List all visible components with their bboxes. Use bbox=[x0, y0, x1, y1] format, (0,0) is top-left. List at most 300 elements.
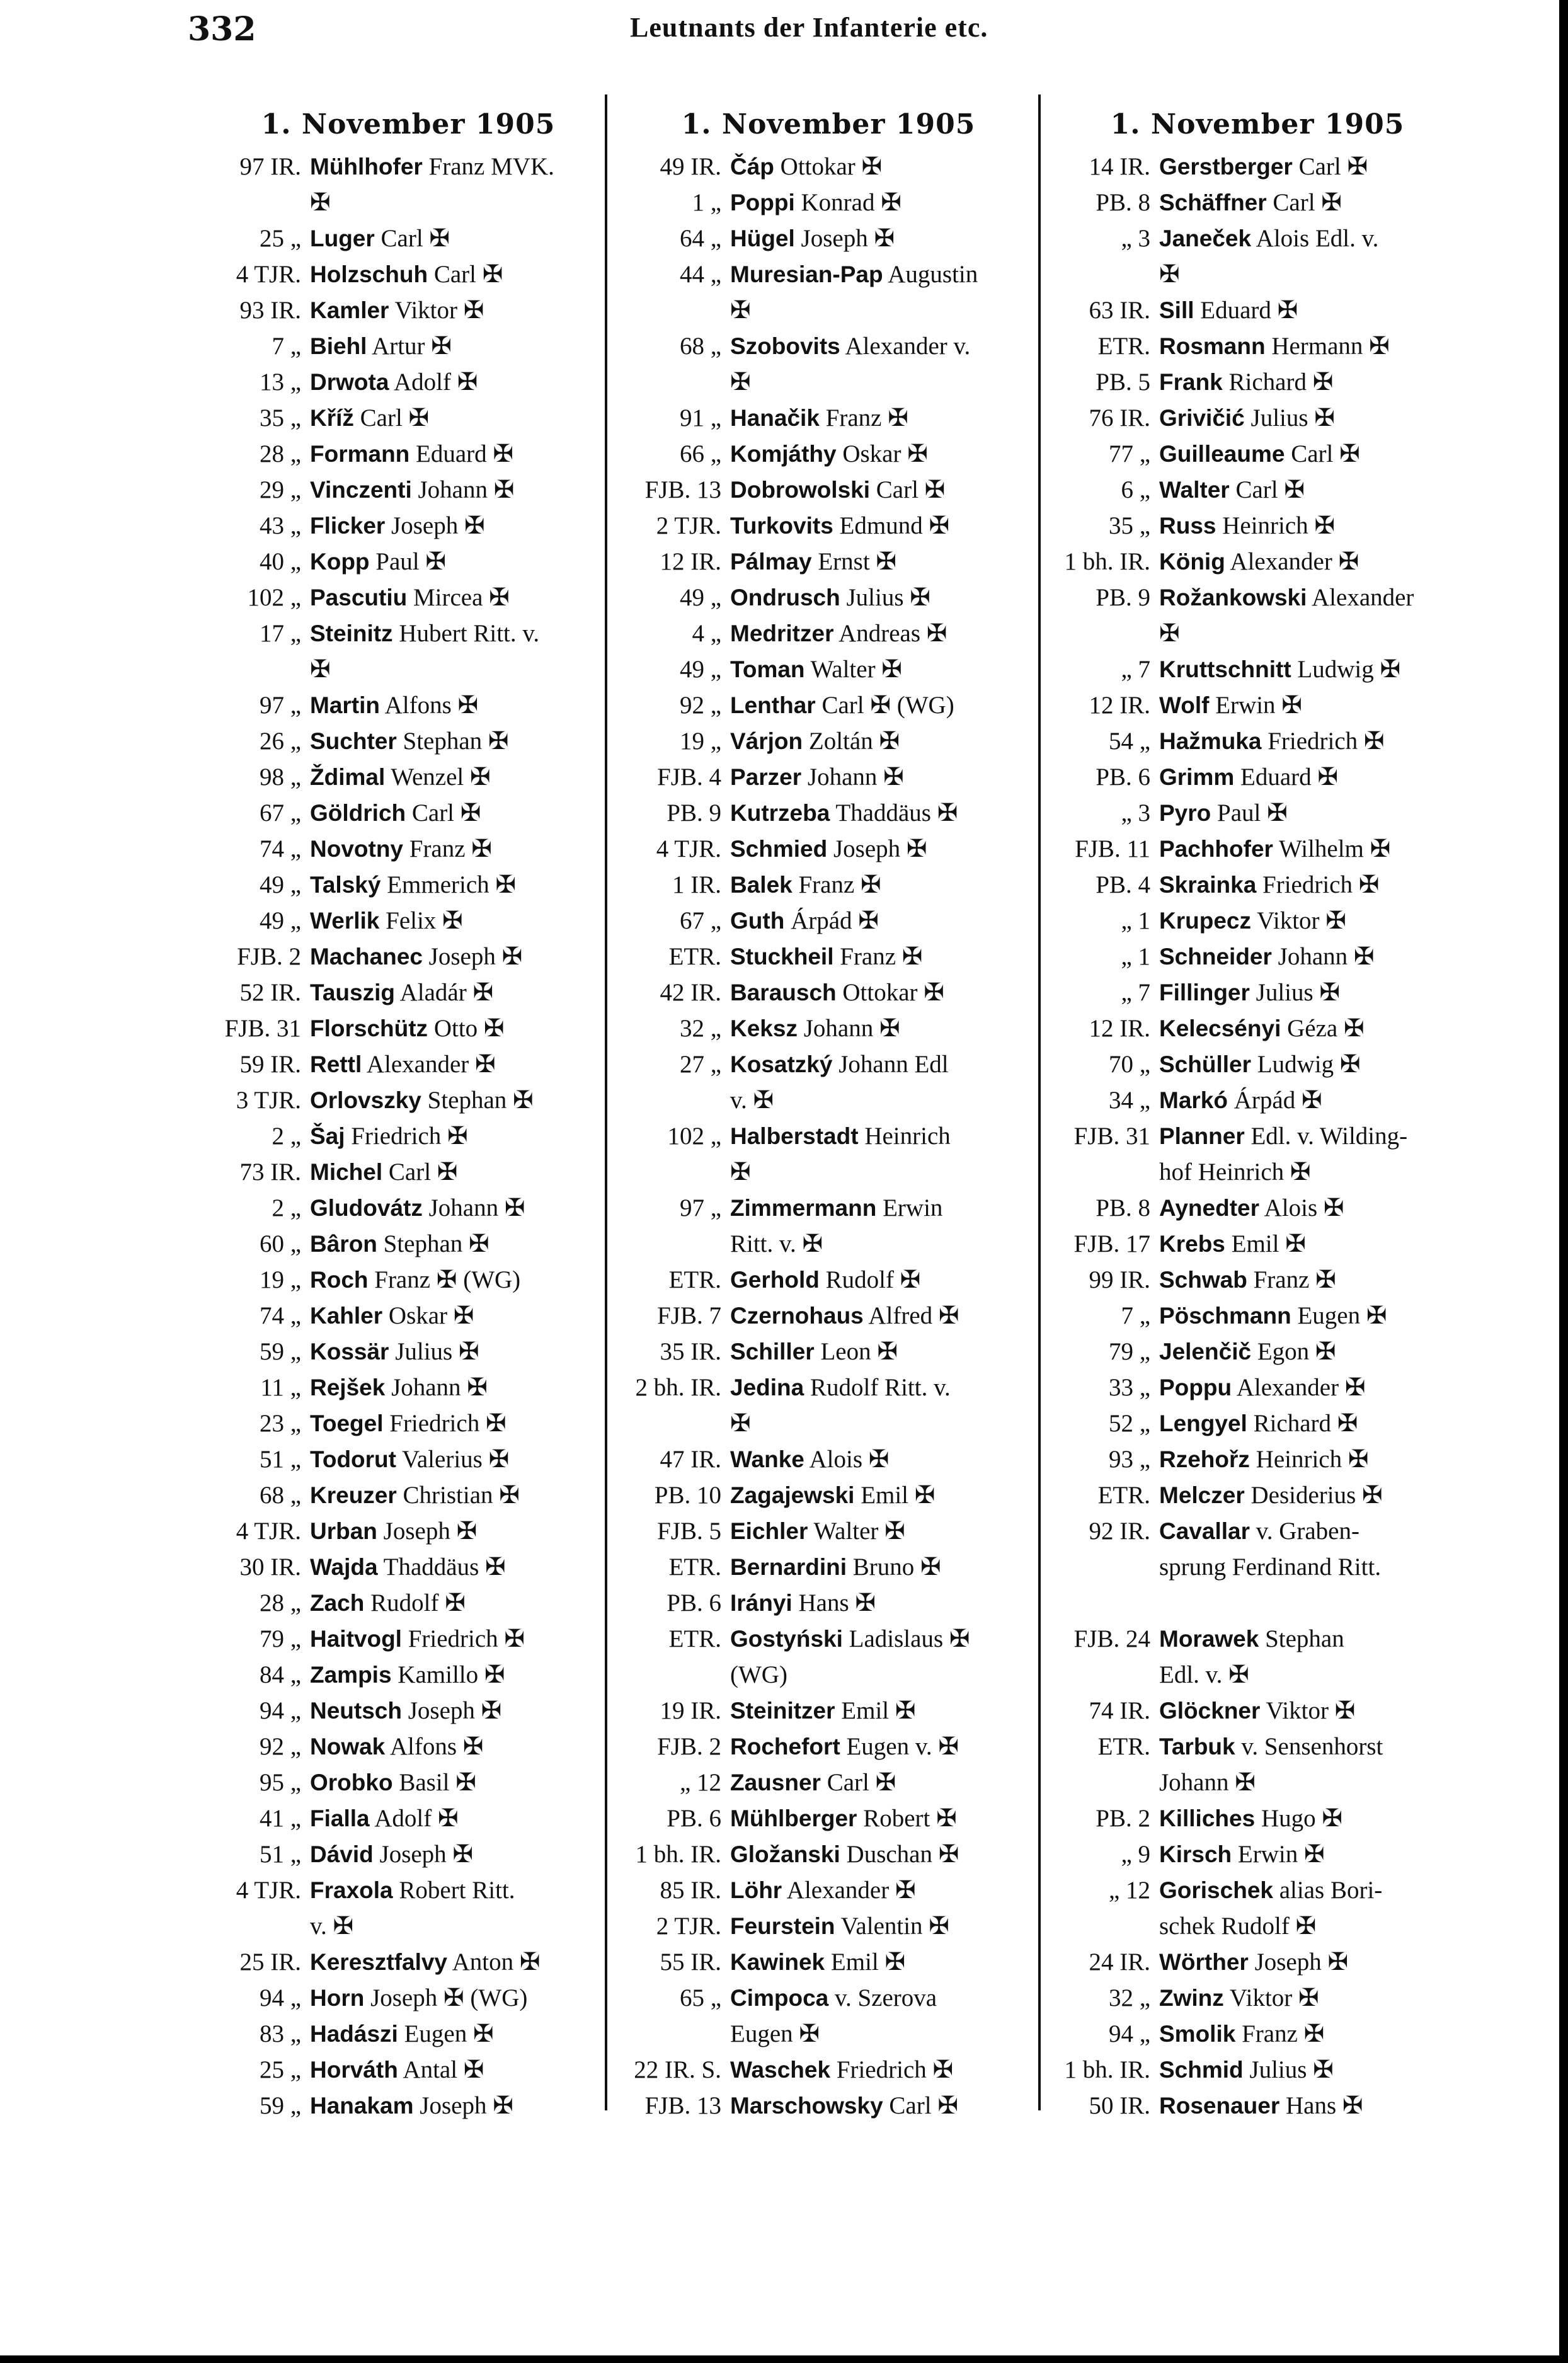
surname: Kreuzer bbox=[310, 1482, 397, 1508]
given-name-and-decoration: ✠ bbox=[1159, 620, 1180, 647]
list-entry bbox=[200, 544, 616, 580]
surname: Wörther bbox=[1159, 1949, 1249, 1975]
officer-name bbox=[730, 292, 1036, 328]
officer-name bbox=[730, 1765, 1036, 1800]
unit-label: 11 „ bbox=[260, 1374, 301, 1401]
list-entry bbox=[200, 1046, 616, 1082]
list-entry bbox=[200, 1729, 616, 1765]
unit-label: FJB. 24 bbox=[1073, 1625, 1150, 1652]
unit-label: 25 „ bbox=[259, 225, 301, 252]
given-name-and-decoration: Alois ✠ bbox=[804, 1446, 890, 1473]
officer-name bbox=[730, 364, 1036, 400]
officer-name bbox=[730, 1585, 1036, 1621]
surname: Holzschuh bbox=[310, 261, 428, 287]
unit-label: 4 TJR. bbox=[236, 261, 301, 288]
given-name-and-decoration: Friedrich ✠ bbox=[383, 1410, 506, 1437]
unit-label: 34 „ bbox=[1108, 1087, 1150, 1114]
officer-name bbox=[1159, 867, 1465, 903]
list-entry bbox=[1050, 328, 1465, 364]
unit-label: PB. 2 bbox=[1096, 1805, 1150, 1832]
unit-label: ETR. bbox=[668, 1553, 721, 1581]
list-entry bbox=[621, 364, 1036, 400]
list-entry bbox=[621, 1082, 1036, 1118]
officer-name bbox=[310, 1334, 616, 1370]
surname: Bernardini bbox=[730, 1554, 847, 1580]
unit-label bbox=[1050, 1154, 1159, 1190]
officer-name bbox=[1159, 795, 1465, 831]
surname: Medritzer bbox=[730, 621, 834, 646]
surname: Rettl bbox=[310, 1051, 362, 1077]
list-entry bbox=[1050, 185, 1465, 220]
unit-label bbox=[621, 292, 730, 328]
officer-name bbox=[310, 975, 616, 1010]
officer-name bbox=[1159, 2088, 1465, 2124]
unit-label: PB. 10 bbox=[654, 1482, 721, 1509]
unit-label: „ 3 bbox=[1121, 225, 1150, 252]
unit-label: 4 TJR. bbox=[236, 1518, 301, 1545]
surname: Ondrusch bbox=[730, 585, 840, 610]
unit-label: ETR. bbox=[1097, 333, 1150, 360]
surname: Fillinger bbox=[1159, 980, 1250, 1005]
officer-name bbox=[730, 1477, 1036, 1513]
unit-label bbox=[200, 1908, 310, 1944]
officer-name bbox=[310, 1405, 616, 1441]
unit-label: PB. 4 bbox=[1096, 871, 1150, 898]
unit-label: 49 „ bbox=[259, 907, 301, 934]
surname: Waschek bbox=[730, 2057, 831, 2083]
list-entry bbox=[200, 1585, 616, 1621]
list-entry bbox=[200, 1836, 616, 1872]
list-entry bbox=[200, 149, 616, 185]
surname: Tarbuk bbox=[1159, 1734, 1235, 1759]
officer-name bbox=[1159, 149, 1465, 185]
officer-name bbox=[310, 436, 616, 472]
unit-label: 24 IR. bbox=[1089, 1948, 1150, 1976]
given-name-and-decoration: Friedrich ✠ bbox=[1261, 728, 1385, 755]
surname: Novotny bbox=[310, 836, 403, 862]
given-name-and-decoration: Artur ✠ bbox=[367, 333, 452, 360]
surname: Rosmann bbox=[1159, 333, 1266, 359]
officer-name bbox=[1159, 1334, 1465, 1370]
given-name-and-decoration: Ernst ✠ bbox=[811, 548, 897, 575]
surname: Rzehořz bbox=[1159, 1446, 1250, 1472]
column-1 bbox=[200, 101, 616, 2124]
given-name-and-decoration: Friedrich ✠ bbox=[345, 1123, 468, 1150]
given-name-and-decoration: Robert Ritt. bbox=[392, 1877, 515, 1904]
list-entry bbox=[1050, 1800, 1465, 1836]
given-name-and-decoration: ✠ bbox=[730, 1159, 751, 1186]
list-entry bbox=[1050, 1298, 1465, 1334]
given-name-and-decoration: Augustin bbox=[883, 261, 978, 288]
given-name-and-decoration: Hermann ✠ bbox=[1265, 333, 1390, 360]
surname: Pachhofer bbox=[1159, 836, 1273, 862]
list-entry bbox=[200, 939, 616, 975]
unit-label: 52 „ bbox=[1108, 1410, 1150, 1437]
given-name-and-decoration: Alexander ✠ bbox=[782, 1877, 916, 1904]
unit-label: ETR. bbox=[1097, 1482, 1150, 1509]
unit-label: 23 „ bbox=[259, 1410, 301, 1437]
officer-name bbox=[730, 687, 1036, 723]
surname: Horváth bbox=[310, 2057, 398, 2083]
given-name-and-decoration: Eduard ✠ bbox=[1234, 764, 1339, 791]
surname: Talský bbox=[310, 872, 381, 898]
given-name-and-decoration: Valerius ✠ bbox=[396, 1446, 510, 1473]
unit-label: 32 „ bbox=[1108, 1984, 1150, 2011]
unit-label: 97 „ bbox=[259, 692, 301, 719]
surname: Bâron bbox=[310, 1231, 377, 1257]
given-name-and-decoration: Carl ✠ bbox=[1292, 153, 1368, 180]
given-name-and-decoration: Basil ✠ bbox=[392, 1769, 476, 1796]
surname: Vinczenti bbox=[310, 477, 412, 503]
officer-name bbox=[730, 1980, 1036, 2016]
list-entry bbox=[1050, 1693, 1465, 1729]
unit-label: 85 IR. bbox=[660, 1877, 721, 1904]
given-name-and-decoration: ✠ bbox=[310, 189, 331, 216]
given-name-and-decoration: Ladislaus ✠ bbox=[842, 1625, 970, 1652]
unit-label: 47 IR. bbox=[660, 1446, 721, 1473]
surname: Poppi bbox=[730, 190, 795, 215]
given-name-and-decoration: Edmund ✠ bbox=[833, 512, 950, 539]
officer-name bbox=[310, 1657, 616, 1693]
unit-label: „ 7 bbox=[1121, 979, 1150, 1006]
unit-label: 26 „ bbox=[259, 728, 301, 755]
unit-label: PB. 6 bbox=[667, 1805, 721, 1832]
unit-label: 94 „ bbox=[1108, 2020, 1150, 2047]
list-entry bbox=[621, 1549, 1036, 1585]
unit-label: 4 TJR. bbox=[656, 835, 721, 862]
given-name-and-decoration: Ludwig ✠ bbox=[1251, 1051, 1361, 1078]
given-name-and-decoration: Johann ✠ bbox=[1271, 943, 1375, 970]
officer-name bbox=[310, 1908, 616, 1944]
given-name-and-decoration: Paul ✠ bbox=[1211, 799, 1288, 827]
unit-label: 35 „ bbox=[1108, 512, 1150, 539]
unit-label: 49 IR. bbox=[660, 153, 721, 180]
list-entry bbox=[200, 1190, 616, 1226]
list-entry bbox=[1050, 723, 1465, 759]
list-entry bbox=[200, 1370, 616, 1405]
list-entry bbox=[621, 1836, 1036, 1872]
officer-name bbox=[730, 185, 1036, 220]
given-name-and-decoration: Desiderius ✠ bbox=[1244, 1482, 1383, 1509]
surname: Szobovits bbox=[730, 333, 840, 359]
given-name-and-decoration: Friedrich ✠ bbox=[1256, 871, 1380, 898]
list-entry bbox=[200, 2088, 616, 2124]
given-name-and-decoration: Hubert Ritt. v. bbox=[392, 620, 540, 647]
given-name-and-decoration: Carl ✠ bbox=[382, 1159, 458, 1186]
list-entry bbox=[200, 256, 616, 292]
surname: Markó bbox=[1159, 1087, 1228, 1113]
officer-name bbox=[1159, 544, 1465, 580]
officer-name bbox=[1159, 1298, 1465, 1334]
surname: Flicker bbox=[310, 513, 386, 539]
officer-name bbox=[730, 1334, 1036, 1370]
unit-label: 79 „ bbox=[1108, 1338, 1150, 1365]
given-name-and-decoration: Hans ✠ bbox=[792, 1589, 876, 1616]
list-entry bbox=[1050, 256, 1465, 292]
surname: Wajda bbox=[310, 1554, 378, 1580]
officer-name bbox=[1159, 2016, 1465, 2052]
given-name-and-decoration: Stephan ✠ bbox=[396, 728, 509, 755]
officer-name bbox=[1159, 831, 1465, 867]
officer-name bbox=[730, 1621, 1036, 1657]
officer-name bbox=[310, 220, 616, 256]
surname: Cimpoca bbox=[730, 1985, 829, 2011]
list-entry bbox=[200, 1621, 616, 1657]
list-entry bbox=[621, 2052, 1036, 2088]
surname: Grivičić bbox=[1159, 405, 1245, 431]
surname: Machanec bbox=[310, 944, 423, 970]
officer-name bbox=[310, 1010, 616, 1046]
list-entry bbox=[200, 472, 616, 508]
surname: Zampis bbox=[310, 1662, 392, 1688]
list-entry bbox=[1050, 1190, 1465, 1226]
officer-name bbox=[310, 1190, 616, 1226]
unit-label: 83 „ bbox=[259, 2020, 301, 2047]
given-name-and-decoration: Joseph ✠ bbox=[401, 1697, 502, 1724]
unit-label: PB. 9 bbox=[1096, 584, 1150, 611]
unit-label: 12 IR. bbox=[1089, 1015, 1150, 1042]
officer-name bbox=[730, 1226, 1036, 1262]
given-name-and-decoration: Richard ✠ bbox=[1222, 369, 1334, 396]
list-entry bbox=[200, 328, 616, 364]
officer-name bbox=[310, 328, 616, 364]
officer-name bbox=[1159, 975, 1465, 1010]
given-name-and-decoration: Eugen ✠ bbox=[1291, 1302, 1387, 1329]
given-name-and-decoration: Ludwig ✠ bbox=[1291, 656, 1401, 683]
surname: Kirsch bbox=[1159, 1841, 1232, 1867]
surname: Göldrich bbox=[310, 800, 406, 826]
given-name-and-decoration: Antal ✠ bbox=[398, 2056, 484, 2083]
officer-name bbox=[730, 1729, 1036, 1765]
surname: Hažmuka bbox=[1159, 728, 1262, 754]
officer-name bbox=[310, 2052, 616, 2088]
surname: Guth bbox=[730, 908, 785, 934]
surname: Toegel bbox=[310, 1410, 384, 1436]
unit-label: 67 „ bbox=[679, 907, 721, 934]
list-entry bbox=[621, 1872, 1036, 1908]
list-entry bbox=[200, 615, 616, 651]
unit-label: „ 12 bbox=[1108, 1877, 1150, 1904]
given-name-and-decoration: Joseph ✠ bbox=[413, 2092, 513, 2119]
list-entry bbox=[621, 1980, 1036, 2016]
list-entry bbox=[1050, 2052, 1465, 2088]
list-entry bbox=[200, 1154, 616, 1190]
given-name-and-decoration: Johann ✠ bbox=[385, 1374, 488, 1401]
list-entry bbox=[621, 867, 1036, 903]
unit-label: 2 „ bbox=[272, 1194, 301, 1222]
surname: Hanačik bbox=[730, 405, 820, 431]
officer-name bbox=[1159, 1657, 1465, 1693]
list-entry bbox=[1050, 1513, 1465, 1549]
unit-label: 41 „ bbox=[259, 1805, 301, 1832]
given-name-and-decoration: Erwin ✠ bbox=[1232, 1841, 1325, 1868]
officer-name bbox=[1159, 1370, 1465, 1405]
column-heading: 1. November 1905 bbox=[1110, 108, 1405, 140]
list-entry bbox=[200, 1872, 616, 1908]
officer-name bbox=[730, 867, 1036, 903]
list-entry bbox=[1050, 1765, 1465, 1800]
unit-label: 17 „ bbox=[259, 620, 301, 647]
officer-name bbox=[1159, 651, 1465, 687]
unit-label: 1 IR. bbox=[672, 871, 721, 898]
list-entry bbox=[1050, 1657, 1465, 1693]
surname: Hanakam bbox=[310, 2093, 414, 2119]
officer-name bbox=[730, 508, 1036, 544]
unit-label bbox=[1050, 1585, 1159, 1621]
officer-name bbox=[310, 615, 616, 651]
given-name-and-decoration: alias Bori- bbox=[1273, 1877, 1383, 1904]
surname: Orobko bbox=[310, 1770, 393, 1795]
given-name-and-decoration: Franz MVK. bbox=[422, 153, 554, 180]
officer-name bbox=[730, 256, 1036, 292]
list-entry bbox=[200, 831, 616, 867]
officer-name bbox=[310, 292, 616, 328]
officer-name bbox=[310, 400, 616, 436]
unit-label: 74 IR. bbox=[1089, 1697, 1150, 1724]
surname: Tauszig bbox=[310, 980, 395, 1005]
officer-name bbox=[1159, 1405, 1465, 1441]
list-entry bbox=[1050, 508, 1465, 544]
given-name-and-decoration: Mircea ✠ bbox=[407, 584, 510, 611]
officer-name bbox=[310, 580, 616, 615]
unit-label: 51 „ bbox=[259, 1841, 301, 1868]
given-name-and-decoration: Oskar ✠ bbox=[836, 440, 928, 467]
officer-name bbox=[1159, 1477, 1465, 1513]
officer-name bbox=[1159, 1262, 1465, 1298]
list-entry bbox=[1050, 687, 1465, 723]
unit-label: 49 „ bbox=[679, 584, 721, 611]
officer-name bbox=[1159, 328, 1465, 364]
surname: Zimmermann bbox=[730, 1195, 877, 1221]
given-name-and-decoration: Alfons ✠ bbox=[385, 1733, 484, 1760]
unit-label: 4 „ bbox=[692, 620, 721, 647]
unit-label: 73 IR. bbox=[239, 1159, 301, 1186]
list-entry bbox=[621, 759, 1036, 795]
given-name-and-decoration: Zoltán ✠ bbox=[803, 728, 900, 755]
list-entry bbox=[200, 364, 616, 400]
unit-label: FJB. 13 bbox=[644, 2092, 721, 2119]
given-name-and-decoration: Franz ✠ bbox=[1247, 1266, 1336, 1293]
officer-name bbox=[1159, 1513, 1465, 1549]
unit-label bbox=[1050, 1549, 1159, 1585]
list-entry bbox=[200, 1513, 616, 1549]
given-name-and-decoration: Leon ✠ bbox=[814, 1338, 898, 1365]
officer-name bbox=[310, 2088, 616, 2124]
officer-name bbox=[730, 2016, 1036, 2052]
surname: Drwota bbox=[310, 369, 389, 395]
given-name-and-decoration: Joseph ✠ (WG) bbox=[364, 1984, 528, 2011]
column-heading: 1. November 1905 bbox=[261, 108, 556, 140]
list-entry bbox=[200, 723, 616, 759]
list-entry bbox=[200, 687, 616, 723]
given-name-and-decoration: schek Rudolf ✠ bbox=[1159, 1913, 1317, 1940]
surname: Fialla bbox=[310, 1805, 370, 1831]
list-entry bbox=[1050, 1980, 1465, 2016]
surname: Planner bbox=[1159, 1123, 1245, 1149]
unit-label: PB. 8 bbox=[1096, 1194, 1150, 1222]
officer-name bbox=[1159, 903, 1465, 939]
list-entry bbox=[200, 651, 616, 687]
given-name-and-decoration: Emmerich ✠ bbox=[381, 871, 517, 898]
unit-label: 98 „ bbox=[259, 764, 301, 791]
list-entry bbox=[1050, 1944, 1465, 1980]
officer-name bbox=[310, 472, 616, 508]
list-entry bbox=[621, 1477, 1036, 1513]
given-name-and-decoration: Eugen ✠ bbox=[398, 2020, 494, 2047]
list-entry bbox=[200, 185, 616, 220]
officer-name bbox=[310, 1621, 616, 1657]
given-name-and-decoration: Stephan bbox=[1259, 1625, 1344, 1652]
list-entry bbox=[200, 1262, 616, 1298]
unit-label bbox=[621, 1405, 730, 1441]
given-name-and-decoration: Felix ✠ bbox=[379, 907, 463, 934]
list-entry bbox=[200, 1908, 616, 1944]
given-name-and-decoration: Rudolf Ritt. v. bbox=[804, 1374, 951, 1401]
surname: Wolf bbox=[1159, 692, 1210, 718]
scan-edge-right bbox=[1559, 0, 1568, 2363]
list-entry bbox=[621, 903, 1036, 939]
surname: Schmied bbox=[730, 836, 828, 862]
officer-name bbox=[1159, 1585, 1465, 1621]
list-entry bbox=[621, 1657, 1036, 1693]
officer-name bbox=[310, 939, 616, 975]
surname: Walter bbox=[1159, 477, 1230, 503]
officer-name bbox=[310, 759, 616, 795]
surname: Schwab bbox=[1159, 1267, 1247, 1293]
officer-name bbox=[730, 1441, 1036, 1477]
list-entry bbox=[1050, 1334, 1465, 1370]
unit-label bbox=[200, 651, 310, 687]
unit-label: 28 „ bbox=[259, 440, 301, 467]
given-name-and-decoration: Joseph ✠ bbox=[385, 512, 485, 539]
unit-label: FJB. 2 bbox=[237, 943, 301, 970]
unit-label: FJB. 2 bbox=[657, 1733, 721, 1760]
given-name-and-decoration: Alexander ✠ bbox=[362, 1051, 496, 1078]
list-entry bbox=[200, 436, 616, 472]
surname: Poppu bbox=[1159, 1375, 1232, 1400]
unit-label: 94 „ bbox=[259, 1984, 301, 2011]
unit-label: 54 „ bbox=[1108, 728, 1150, 755]
unit-label: „ 1 bbox=[1121, 943, 1150, 970]
list-entry bbox=[621, 149, 1036, 185]
given-name-and-decoration: Johann ✠ bbox=[1159, 1769, 1256, 1796]
unit-label: „ 3 bbox=[1121, 799, 1150, 827]
surname: Smolik bbox=[1159, 2021, 1236, 2047]
list-entry bbox=[621, 975, 1036, 1010]
surname: Jelenčič bbox=[1159, 1339, 1252, 1365]
unit-label: 51 „ bbox=[259, 1446, 301, 1473]
given-name-and-decoration: Julius ✠ bbox=[389, 1338, 479, 1365]
unit-label: FJB. 4 bbox=[657, 764, 721, 791]
surname: Kříž bbox=[310, 405, 354, 431]
unit-label: 2 bh. IR. bbox=[635, 1374, 721, 1401]
surname: Gerstberger bbox=[1159, 154, 1293, 180]
officer-name bbox=[1159, 364, 1465, 400]
unit-label: 64 „ bbox=[679, 225, 721, 252]
officer-name bbox=[730, 795, 1036, 831]
given-name-and-decoration: Carl ✠ bbox=[406, 799, 481, 827]
surname: Zagajewski bbox=[730, 1482, 855, 1508]
officer-name bbox=[1159, 1800, 1465, 1836]
officer-name bbox=[310, 1800, 616, 1836]
given-name-and-decoration: Ritt. v. ✠ bbox=[730, 1230, 823, 1257]
list-entry bbox=[1050, 615, 1465, 651]
officer-name bbox=[730, 615, 1036, 651]
given-name-and-decoration: Carl ✠ bbox=[1266, 189, 1342, 216]
officer-name bbox=[1159, 1118, 1465, 1154]
list-entry bbox=[1050, 651, 1465, 687]
surname: Keksz bbox=[730, 1016, 798, 1041]
